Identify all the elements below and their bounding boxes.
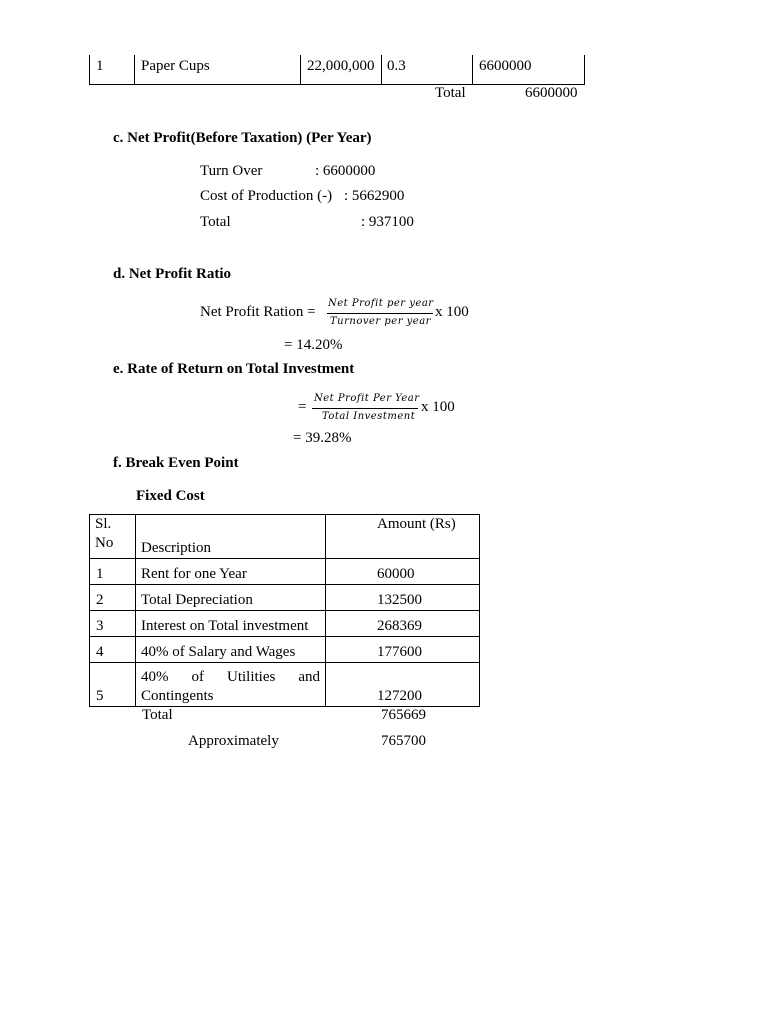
table-border: [134, 55, 135, 85]
roi-result: = 39.28%: [293, 430, 352, 446]
section-c-heading: c. Net Profit(Before Taxation) (Per Year): [113, 130, 372, 146]
row-description: 40% of Salary and Wages: [136, 637, 326, 663]
fixed-cost-heading: Fixed Cost: [136, 488, 205, 504]
roi-numerator: Net Profit Per Year: [314, 393, 420, 404]
row-description: Total Depreciation: [136, 585, 326, 611]
ratio-label: Net Profit Ration =: [200, 304, 316, 320]
top-row-item: Paper Cups: [141, 58, 210, 74]
table-header-row: [90, 515, 480, 559]
top-total-value: 6600000: [525, 85, 578, 101]
table-row: [90, 585, 480, 611]
row-description: 40% of Utilities and Contingents: [136, 663, 326, 707]
fraction-bar: [312, 408, 418, 409]
table-row: [90, 637, 480, 663]
net-total-value: : 937100: [361, 214, 414, 230]
fixed-total-value: 765669: [381, 707, 426, 723]
roi-equals: =: [298, 399, 307, 415]
cost-value: : 5662900: [344, 188, 405, 204]
cost-label: Cost of Production (-): [200, 188, 333, 204]
table-border: [584, 55, 585, 85]
row-sl: 3: [90, 611, 136, 637]
row-amount: 60000: [326, 559, 480, 585]
table-row: [90, 559, 480, 585]
row-amount: 177600: [326, 637, 480, 663]
row-amount: 132500: [326, 585, 480, 611]
table-border: [89, 55, 90, 85]
table-border: [381, 55, 382, 85]
header-description: Description: [136, 515, 326, 559]
section-e-heading: e. Rate of Return on Total Investment: [113, 361, 355, 377]
roi-multiplier: x 100: [421, 399, 455, 415]
header-sl: Sl. No: [90, 515, 136, 559]
section-d-heading: d. Net Profit Ratio: [113, 266, 232, 282]
table-border: [300, 55, 301, 85]
ratio-numerator: Net Profit per year: [328, 298, 434, 309]
ratio-result: = 14.20%: [284, 337, 343, 353]
turnover-value: : 6600000: [315, 163, 376, 179]
approx-value: 765700: [381, 733, 426, 749]
table-row: [90, 663, 480, 707]
row-description: Interest on Total investment: [136, 611, 326, 637]
fixed-cost-table: [89, 514, 480, 707]
row-description: Rent for one Year: [136, 559, 326, 585]
row-sl: 1: [90, 559, 136, 585]
table-row: [90, 611, 480, 637]
table-border: [472, 55, 473, 85]
top-total-label: Total: [435, 85, 466, 101]
row-amount: 127200: [326, 663, 480, 707]
fixed-total-label: Total: [142, 707, 173, 723]
top-row-rate: 0.3: [387, 58, 406, 74]
turnover-label: Turn Over: [200, 163, 263, 179]
row-sl: 5: [90, 663, 136, 707]
table-border: [89, 84, 585, 85]
row-sl: 4: [90, 637, 136, 663]
ratio-multiplier: x 100: [435, 304, 469, 320]
top-row-amount: 6600000: [479, 58, 532, 74]
approx-label: Approximately: [188, 733, 279, 749]
row-amount: 268369: [326, 611, 480, 637]
row-sl: 2: [90, 585, 136, 611]
ratio-denominator: Turnover per year: [330, 316, 431, 327]
top-row-sl: 1: [96, 58, 104, 74]
net-total-label: Total: [200, 214, 231, 230]
top-row-qty: 22,000,000: [307, 58, 375, 74]
header-amount: Amount (Rs): [326, 515, 480, 559]
roi-denominator: Total Investment: [322, 411, 416, 422]
section-f-heading: f. Break Even Point: [113, 455, 239, 471]
fraction-bar: [327, 313, 433, 314]
